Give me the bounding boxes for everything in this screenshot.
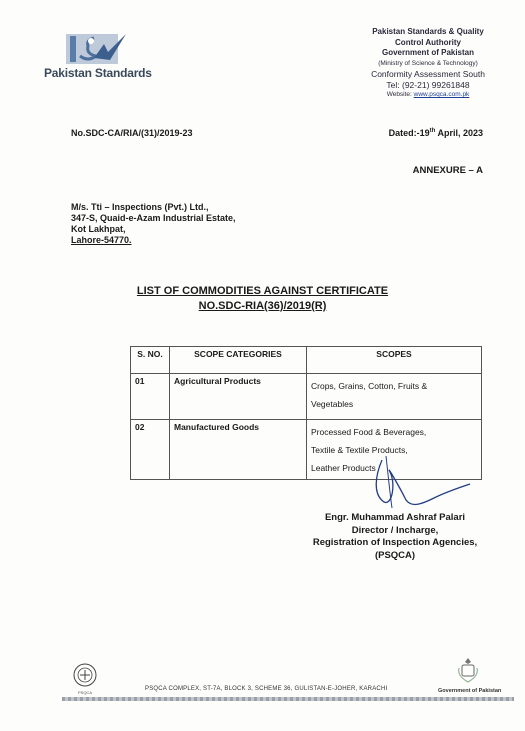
- signatory-name: Engr. Muhammad Ashraf Palari: [324, 512, 466, 523]
- authority-block: [353, 27, 503, 101]
- signatory-block: [280, 512, 510, 562]
- telephone: Tel: (92-21) 99261848: [386, 79, 470, 90]
- list-title-line-1: LIST OF COMMODITIES AGAINST CERTIFICATE: [136, 285, 389, 297]
- government-emblem-icon: [455, 656, 481, 684]
- table-header-row: [131, 347, 482, 374]
- header-scopes: SCOPES: [307, 347, 482, 374]
- footer-divider: [62, 697, 514, 701]
- letter-date: [389, 128, 483, 138]
- signatory-org: (PSQCA): [374, 549, 416, 561]
- row-number: 02: [131, 420, 170, 480]
- website-line: [353, 90, 503, 101]
- scope-line: Vegetables: [311, 399, 354, 409]
- website-label: Website:: [386, 91, 412, 98]
- footer-right-caption: Government of Pakistan: [438, 688, 502, 694]
- scope-line: Leather Products: [311, 463, 376, 473]
- scope-line: Textile & Textile Products,: [311, 445, 408, 455]
- header-scope-categories: SCOPE CATEGORIES: [170, 347, 307, 374]
- annexure-label: ANNEXURE – A: [412, 165, 483, 176]
- row-number: 01: [131, 374, 170, 420]
- logo-caption: Pakistan Standards: [44, 66, 152, 80]
- recipient-address: [71, 202, 236, 246]
- footer-address: PSQCA COMPLEX, ST-7A, BLOCK 3, SCHEME 36, GULISTAN-E-JOHER, KARACHI: [145, 686, 388, 692]
- address-line-1: M/s. Tti – Inspections (Pvt.) Ltd.,: [71, 202, 209, 212]
- spacer: [311, 413, 477, 417]
- footer-left-caption: PSQCA: [77, 690, 92, 695]
- row-category: Manufactured Goods: [170, 420, 307, 480]
- authority-name-1: Pakistan Standards & Quality: [372, 27, 484, 36]
- list-title: [0, 284, 525, 314]
- signatory-title: Director / Incharge,: [351, 524, 439, 536]
- address-line-3: Kot Lakhpat,: [71, 224, 126, 234]
- website-link[interactable]: www.psqca.com.pk: [413, 91, 470, 98]
- authority-name-2: Control Authority: [395, 37, 461, 47]
- address-line-4: Lahore-54770.: [71, 235, 132, 245]
- row-scopes: [307, 374, 482, 420]
- date-suffix: April, 2023: [435, 128, 483, 138]
- signatory-office: Registration of Inspection Agencies,: [312, 537, 478, 548]
- reference-number: No.SDC-CA/RIA/(31)/2019-23: [71, 128, 193, 138]
- row-category: Agricultural Products: [170, 374, 307, 420]
- header-sno: S. NO.: [131, 347, 170, 374]
- date-prefix: Dated:-19: [388, 128, 430, 138]
- date-ordinal: th: [429, 128, 436, 134]
- government-label: Government of Pakistan: [381, 48, 475, 57]
- address-line-2: 347-S, Quaid-e-Azam Industrial Estate,: [71, 213, 236, 223]
- psqca-emblem-icon: [72, 662, 98, 688]
- scope-line: Processed Food & Beverages,: [311, 427, 427, 437]
- table-row: [131, 374, 482, 420]
- department-label: Conformity Assessment South: [371, 69, 485, 79]
- signature: [362, 454, 472, 514]
- list-title-line-2: NO.SDC-RIA(36)/2019(R): [198, 300, 327, 312]
- ministry-label: (Ministry of Science & Technology): [378, 59, 478, 67]
- scope-line: Crops, Grains, Cotton, Fruits &: [311, 381, 428, 391]
